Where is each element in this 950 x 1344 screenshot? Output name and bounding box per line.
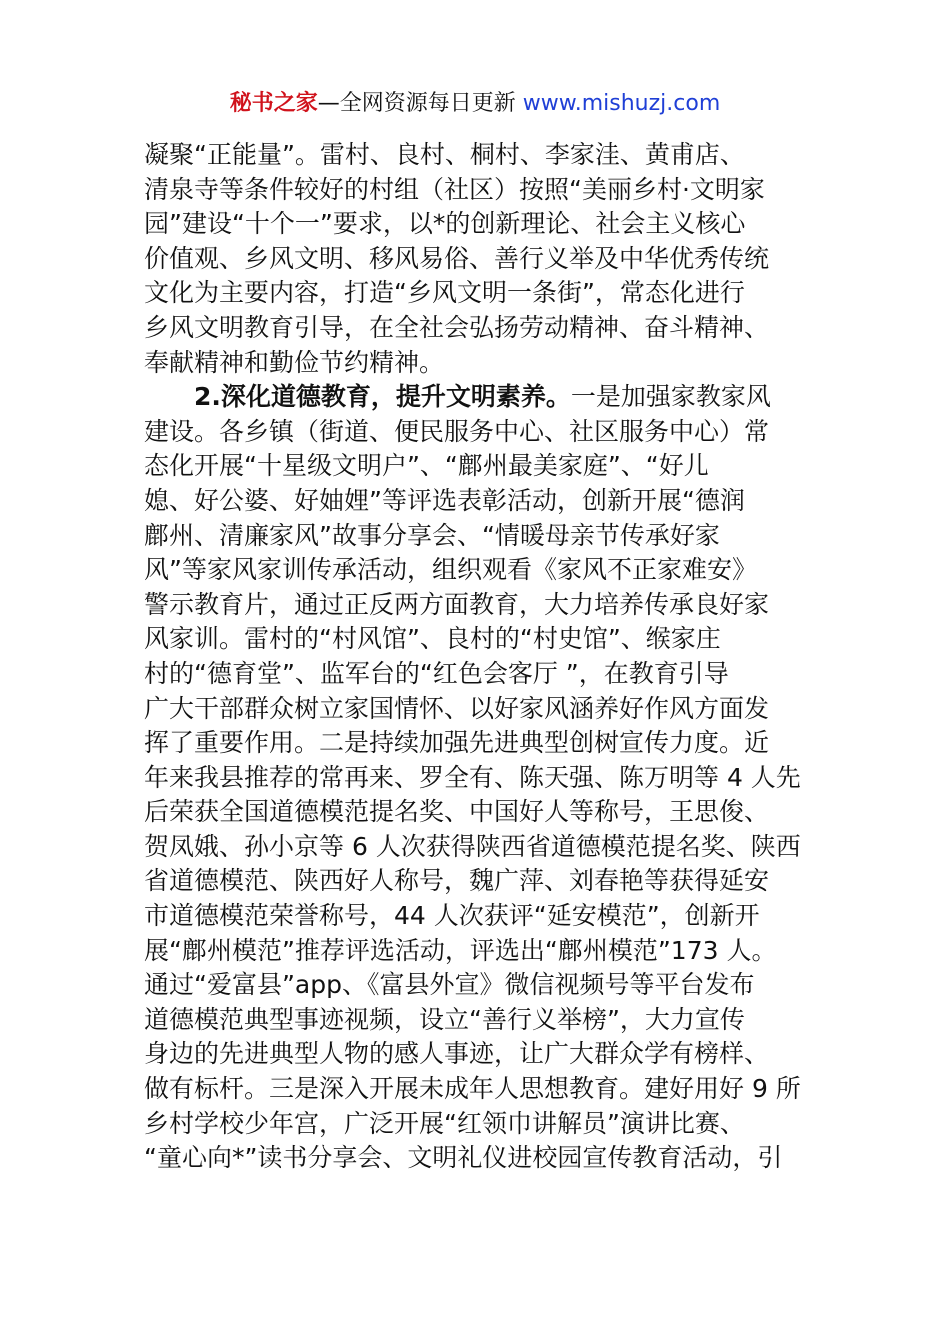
paragraph-line: 价值观、乡风文明、移风易俗、善行义举及中华优秀传统 — [144, 243, 770, 273]
page-header — [0, 88, 950, 120]
header-tagline: —全网资源每日更新 — [317, 91, 523, 116]
paragraph-line: 凝聚“正能量”。雷村、良村、桐村、李家洼、黄甫店、 — [144, 140, 745, 169]
paragraph-line: 做有标杆。三是深入开展未成年人思想教育。建好用好 9 所 — [144, 1074, 801, 1104]
paragraph-line: 村的“德育堂”、监军台的“红色会客厅 ”，在教育引导 — [144, 658, 729, 688]
paragraph-line: 奉献精神和勤俭节约精神。 — [144, 347, 445, 377]
brand-name: 秘书之家 — [229, 91, 318, 116]
paragraph-line: 乡风文明教育引导，在全社会弘扬劳动精神、奋斗精神、 — [144, 312, 770, 342]
paragraph-line: 展“鄜州模范”推荐评选活动，评选出“鄜州模范”173 人。 — [144, 935, 777, 965]
paragraph-line: 园”建设“十个一”要求，以*的创新理论、社会主义核心 — [144, 209, 746, 239]
section-first-line-text: 一是加强家教家风 — [570, 382, 771, 412]
paragraph-line: 年来我县推荐的常再来、罗全有、陈天强、陈万明等 4 人先 — [144, 762, 801, 792]
paragraph-line: 态化开展“十星级文明户”、“鄜州最美家庭”、“好儿 — [144, 451, 709, 481]
paragraph-line: 警示教育片，通过正反两方面教育，大力培养传承良好家 — [144, 589, 770, 619]
paragraph-line: 身边的先进典型人物的感人事迹，让广大群众学有榜样、 — [144, 1039, 770, 1069]
paragraph-line: 道德模范典型事迹视频，设立“善行义举榜”，大力宣传 — [144, 1004, 745, 1034]
paragraph-line: 乡村学校少年宫，广泛开展“红领巾讲解员”演讲比赛、 — [144, 1108, 745, 1138]
paragraph-line: 建设。各乡镇（街道、便民服务中心、社区服务中心）常 — [144, 416, 770, 446]
paragraph-line: “童心向*”读书分享会、文明礼仪进校园宣传教育活动，引 — [144, 1143, 783, 1173]
paragraph-line: 媳、好公婆、好妯娌”等评选表彰活动，创新开展“德润 — [144, 485, 745, 515]
paragraph-line: 省道德模范、陕西好人称号，魏广萍、刘春艳等获得延安 — [144, 866, 770, 896]
paragraph-line: 风家训。雷村的“村风馆”、良村的“村史馆”、缑家庄 — [144, 624, 721, 654]
paragraph-line: 贺凤娥、孙小京等 6 人次获得陕西省道德模范提名奖、陕西 — [144, 831, 801, 861]
paragraph-line: 通过“爱富县”app、《富县外宣》微信视频号等平台发布 — [144, 970, 755, 1000]
site-url-link[interactable]: www.mishuzj.com — [522, 91, 721, 116]
section-first-line — [144, 380, 824, 415]
paragraph-line: 市道德模范荣誉称号，44 人次获评“延安模范”，创新开 — [144, 901, 760, 931]
paragraph-line: 广大干部群众树立家国情怀、以好家风涵养好作风方面发 — [144, 693, 770, 723]
paragraph-line: 鄜州、清廉家风”故事分享会、“情暖母亲节传承好家 — [144, 520, 720, 550]
paragraph-line: 清泉寺等条件较好的村组（社区）按照“美丽乡村·文明家 — [144, 174, 765, 204]
document-body — [144, 138, 824, 1176]
paragraph-line: 挥了重要作用。二是持续加强先进典型创树宣传力度。近 — [144, 728, 770, 758]
paragraph-line: 文化为主要内容，打造“乡风文明一条街”，常态化进行 — [144, 278, 745, 308]
paragraph-line: 后荣获全国道德模范提名奖、中国好人等称号，王思俊、 — [144, 797, 770, 827]
paragraph-line: 风”等家风家训传承活动，组织观看《家风不正家难安》 — [144, 555, 757, 585]
section-heading: 2.深化道德教育，提升文明素养。 — [194, 382, 571, 412]
